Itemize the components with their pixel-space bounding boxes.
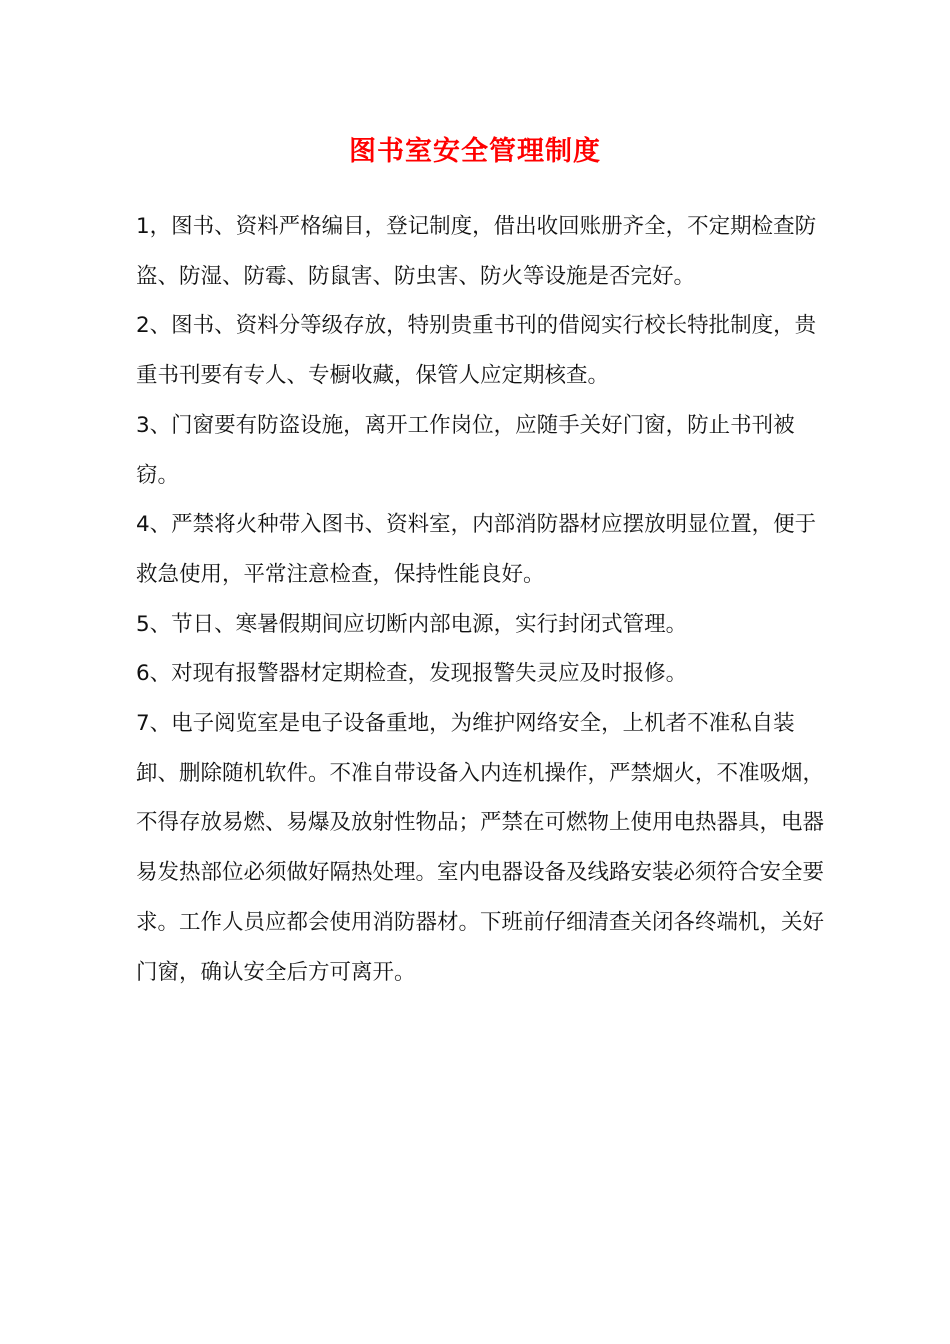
paragraph-5: 5、节日、寒暑假期间应切断内部电源，实行封闭式管理。 — [136, 611, 688, 637]
paragraph-3: 3、门窗要有防盗设施，离开工作岗位，应随手关好门窗，防止书刊被窃。 — [136, 412, 795, 488]
paragraph-2: 2、图书、资料分等级存放，特别贵重书刊的借阅实行校长特批制度，贵重书刊要有专人、专橱收藏，保管人应定期核查。 — [136, 313, 817, 389]
document-title: 图书室安全管理制度 — [349, 136, 601, 167]
paragraph-7: 7、电子阅览室是电子设备重地，为维护网络安全，上机者不准私自装卸、删除随机软件。不准自带设备入内连机操作，严禁烟火，不准吸烟，不得存放易燃、易爆及放射性物品；严禁在可燃物上使用电热器具，电器易发热部位必须做好隔热处理。室内电器设备及线路安装必须符合安全要求。工作人员应都会使用消防器材。下班前仔细清查关闭各终端机，关好门窗，确认安全后方可离开。 — [136, 711, 825, 985]
paragraph-4: 4、严禁将火种带入图书、资料室，内部消防器材应摆放明显位置，便于救急使用，平常注意检查，保持性能良好。 — [136, 512, 817, 587]
document-body — [136, 202, 826, 997]
paragraph-1: 1，图书、资料严格编目，登记制度，借出收回账册齐全，不定期检查防盗、防湿、防霉、防鼠害、防虫害、防火等设施是否完好。 — [136, 214, 817, 289]
paragraph-6: 6、对现有报警器材定期检查，发现报警失灵应及时报修。 — [136, 661, 688, 687]
